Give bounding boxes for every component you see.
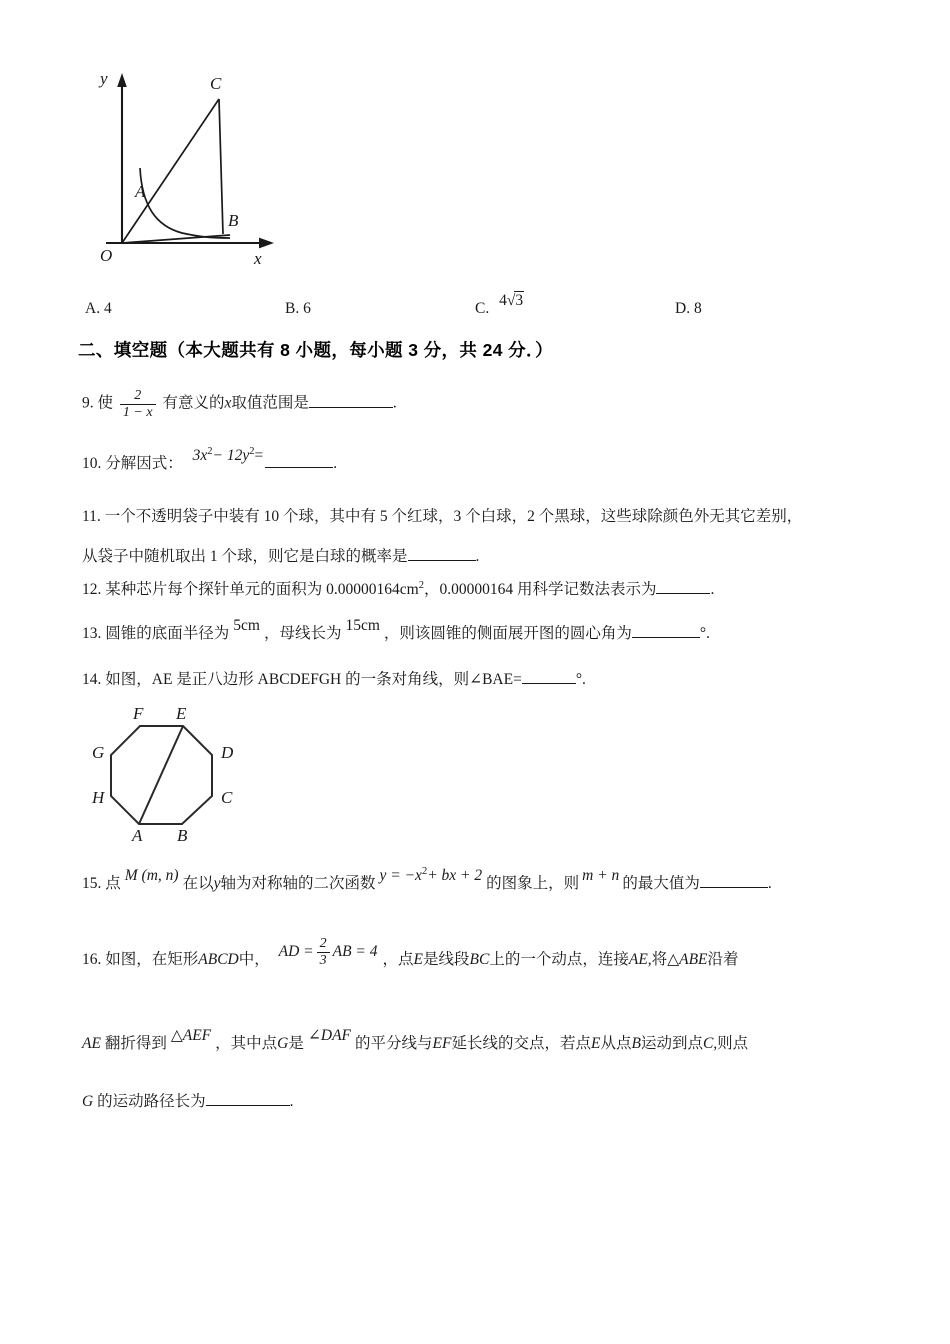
- octagon-label-f: F: [133, 704, 144, 723]
- octagon-label-b: B: [177, 826, 188, 845]
- question-16-line1-c: ，点: [382, 950, 414, 968]
- point-a-label: A: [135, 182, 146, 201]
- question-16-line-2: [82, 1027, 749, 1055]
- question-16-point-e2: E: [590, 1035, 601, 1052]
- question-13-blank[interactable]: [632, 637, 700, 638]
- question-13: [82, 617, 710, 645]
- question-10-expression: [193, 444, 264, 467]
- equation-rhs: AB = 4: [332, 942, 378, 960]
- question-16-line2-ae: AE: [82, 1035, 101, 1052]
- origin-label: O: [100, 246, 113, 265]
- question-11-line1-text: 一个不透明袋子中装有 10 个球，其中有 5 个红球，3 个白球，2 个黑球，这些球除颜色外无其它差别，: [104, 508, 803, 525]
- question-16-point-c2: C,: [702, 1035, 718, 1052]
- question-14-degree: °.: [575, 671, 586, 688]
- choice-a-value: 4: [103, 300, 112, 317]
- octagon-label-h: H: [92, 788, 105, 807]
- question-15-axis: y: [213, 875, 221, 893]
- fraction-denominator: 1 − x: [120, 404, 156, 421]
- function-lhs: y = −x: [379, 867, 422, 885]
- question-16-line2-c: ，其中点: [215, 1035, 278, 1052]
- figure-regular-octagon: [88, 700, 253, 845]
- equation-fraction-denominator: 3: [317, 952, 330, 969]
- question-13-text-before: 圆锥的底面半径为: [105, 625, 230, 642]
- question-10-number: 10.: [82, 455, 102, 473]
- question-16-line2-h: 运动到点: [640, 1035, 703, 1052]
- question-14-number: 14.: [82, 671, 102, 688]
- question-14-blank[interactable]: [522, 683, 576, 684]
- question-10-blank[interactable]: [265, 467, 333, 468]
- question-12: [82, 578, 714, 601]
- expr-minus-term: − 12y: [212, 447, 250, 465]
- choice-c-label: C.: [475, 300, 490, 317]
- question-10-text: 分解因式：: [105, 455, 183, 473]
- question-15-number: 15.: [82, 875, 102, 893]
- fraction-numerator: 2: [134, 388, 142, 403]
- octagon-label-d: D: [221, 743, 234, 762]
- function-rhs: + bx + 2: [427, 867, 483, 885]
- fraction-2-over-1-minus-x: [120, 389, 156, 421]
- question-16-line1-g: 沿着: [707, 950, 739, 968]
- question-9-number: 9.: [82, 394, 94, 412]
- segment-ob: [122, 235, 230, 243]
- expr-equals: =: [254, 447, 264, 465]
- question-16-line3-g: G: [82, 1093, 94, 1110]
- figure-hyperbola-triangle: [78, 60, 308, 285]
- question-9-text-before: 使: [97, 394, 114, 412]
- question-15-text-b: 在以: [182, 875, 214, 893]
- question-16-line1-e: 上的一个动点，连接: [489, 950, 629, 968]
- question-15-blank[interactable]: [700, 887, 768, 888]
- choice-d[interactable]: [675, 297, 702, 320]
- octagon-label-a: A: [132, 826, 143, 845]
- equation-fraction-numerator: 2: [319, 936, 327, 951]
- question-13-radius-value: 5cm: [233, 617, 260, 634]
- choice-d-label: D.: [675, 300, 691, 317]
- question-14: [82, 668, 586, 691]
- question-16-line2-g: 从点: [600, 1035, 632, 1052]
- choice-a-label: A.: [85, 300, 101, 317]
- point-b-label: B: [228, 211, 239, 230]
- question-13-number: 13.: [82, 625, 102, 642]
- question-16-line3-text: 的运动路径长为: [97, 1093, 206, 1110]
- segment-cb: [219, 99, 223, 234]
- sqrt-expression: [499, 289, 524, 312]
- question-15-text-e: 的最大值为: [622, 875, 700, 893]
- question-15: [82, 866, 772, 895]
- question-16-point-b2: B: [631, 1035, 641, 1052]
- question-16-segment-ef: EF: [432, 1035, 452, 1052]
- y-axis-arrowhead: [117, 73, 127, 87]
- question-13-degree: °.: [699, 625, 710, 642]
- question-15-period: .: [767, 875, 772, 893]
- question-16-blank[interactable]: [206, 1105, 290, 1106]
- question-16-line2-i: 则点: [717, 1035, 749, 1052]
- question-15-text-c: 轴为对称轴的二次函数: [220, 875, 376, 893]
- question-16-number: 16.: [82, 950, 102, 968]
- question-9: [82, 389, 397, 421]
- question-12-number: 12.: [82, 581, 102, 599]
- segment-oc: [122, 99, 219, 243]
- regular-octagon-svg: [88, 700, 253, 845]
- question-12-unit-exponent: 2: [418, 580, 424, 591]
- question-16-angle-daf: ∠DAF: [307, 1027, 352, 1044]
- question-15-mn: m + n: [582, 867, 620, 885]
- choice-b-value: 6: [303, 300, 311, 317]
- hyperbola-triangle-svg: [78, 60, 308, 285]
- question-11-period: .: [475, 548, 480, 565]
- question-16-segment-bc: BC: [469, 950, 490, 968]
- choice-b-label: B.: [285, 300, 300, 317]
- expr-term-b-exponent: 2: [249, 446, 255, 457]
- question-16-line2-d: 是: [288, 1035, 304, 1052]
- function-exponent: 2: [421, 866, 428, 877]
- question-11-line-1: [82, 505, 802, 528]
- question-9-period: .: [392, 394, 397, 412]
- sqrt-coefficient: 4: [499, 292, 507, 309]
- question-15-text-d: 的图象上，则: [486, 875, 580, 893]
- question-15-function: [380, 864, 483, 887]
- question-16-line1-a: 如图，在矩形: [105, 950, 199, 968]
- question-16-line1-f: 将: [651, 950, 668, 968]
- diagonal-ae: [139, 726, 183, 824]
- expr-term-a: 3x: [192, 447, 208, 465]
- question-16-point-g: G: [277, 1035, 289, 1052]
- question-16-period: .: [289, 1093, 294, 1110]
- question-16-segment-ae: AE,: [628, 950, 652, 968]
- question-12-period: .: [710, 581, 715, 599]
- question-16-line-3: [82, 1090, 293, 1113]
- question-16-line2-f: 延长线的交点，若点: [451, 1035, 591, 1052]
- question-16-line2-b: 翻折得到: [104, 1035, 167, 1052]
- point-c-label: C: [210, 74, 222, 93]
- x-axis-arrowhead: [259, 238, 274, 249]
- section-heading: 二、填空题（本大题共有 8 小题，每小题 3 分，共 24 分．）: [78, 340, 554, 360]
- sqrt-radicand: 3: [515, 292, 524, 309]
- question-16-equation: [279, 937, 378, 969]
- question-9-blank[interactable]: [309, 407, 393, 408]
- sqrt-symbol: √: [506, 292, 516, 309]
- question-16-triangle-abe: △ABE: [667, 950, 708, 968]
- question-10-period: .: [333, 455, 338, 473]
- octagon-label-g: G: [92, 743, 105, 762]
- question-9-variable: x: [224, 394, 232, 412]
- question-13-slant-value: 15cm: [345, 617, 380, 634]
- x-axis-label: x: [254, 249, 262, 268]
- question-14-text: 如图，AE 是正八边形 ABCDEFGH 的一条对角线，则∠BAE=: [105, 671, 522, 688]
- expr-term-a-exponent: 2: [207, 446, 213, 457]
- question-11-line-2: [82, 545, 479, 568]
- question-11-number: 11.: [82, 508, 101, 525]
- question-16-line1-b: 中，: [238, 950, 270, 968]
- question-16-rect: ABCD: [198, 950, 239, 968]
- question-11-line2-text: 从袋子中随机取出 1 个球，则它是白球的概率是: [82, 548, 408, 565]
- question-16-triangle-aef: △AEF: [170, 1027, 212, 1044]
- octagon-label-e: E: [176, 704, 187, 723]
- question-11-blank[interactable]: [408, 560, 476, 561]
- question-16-line1-d: 是线段: [423, 950, 470, 968]
- choice-c-value: [499, 289, 524, 312]
- octagon-label-c: C: [221, 788, 233, 807]
- question-12-text-before: 某种芯片每个探针单元的面积为 0.00000164cm: [105, 581, 419, 599]
- equation-lhs: AD =: [278, 942, 314, 960]
- question-15-point-m: M (m, n): [124, 867, 179, 885]
- choice-d-value: 8: [693, 300, 702, 317]
- question-13-text-mid: ，母线长为: [263, 625, 342, 642]
- choice-b[interactable]: [285, 297, 311, 320]
- question-10: [82, 446, 338, 475]
- choice-c[interactable]: [475, 292, 524, 320]
- choice-a[interactable]: [85, 297, 112, 320]
- question-12-text-after: ，0.00000164 用科学记数法表示为: [423, 581, 657, 599]
- y-axis-label: y: [100, 69, 108, 88]
- hyperbola-curve: [140, 168, 230, 238]
- question-16-line-1: [82, 936, 739, 977]
- question-16-line2-e: 的平分线与: [355, 1035, 433, 1052]
- question-9-text-after: 有意义的: [162, 394, 225, 412]
- question-13-text-after: ，则该圆锥的侧面展开图的圆心角为: [383, 625, 632, 642]
- question-12-blank[interactable]: [656, 593, 710, 594]
- equation-fraction: [317, 937, 330, 969]
- question-9-text-tail: 取值范围是: [231, 394, 309, 412]
- question-15-text-a: 点: [105, 875, 121, 893]
- question-16-point-e: E: [413, 950, 424, 968]
